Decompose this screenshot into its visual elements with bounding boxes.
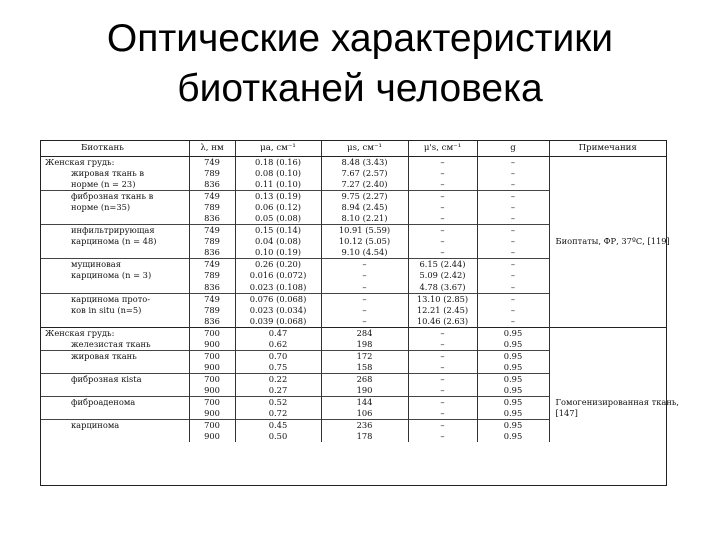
- cell-mu-s-prime: –: [408, 157, 477, 169]
- table-row: [41, 408, 666, 420]
- cell-lambda: 900: [189, 385, 235, 397]
- cell-lambda: 789: [189, 305, 235, 316]
- cell-mu-a: 0.72: [235, 408, 321, 420]
- cell-lambda: 900: [189, 339, 235, 351]
- cell-g: –: [477, 168, 549, 179]
- cell-g: –: [477, 293, 549, 305]
- cell-mu-a: 0.70: [235, 350, 321, 362]
- table-row: [41, 259, 666, 271]
- cell-note: [549, 350, 666, 362]
- slide-title-line-2: биотканей человека: [177, 67, 543, 110]
- cell-mu-a: 0.11 (0.10): [235, 179, 321, 191]
- cell-tissue: жировая ткань: [41, 350, 189, 362]
- cell-lambda: 749: [189, 191, 235, 203]
- cell-tissue: мущиновая: [41, 259, 189, 271]
- cell-note: [549, 282, 666, 294]
- cell-mu-s: 178: [321, 431, 408, 442]
- cell-lambda: 836: [189, 247, 235, 259]
- header-mu-a: μa, см⁻¹: [235, 141, 321, 157]
- table-row: [41, 157, 666, 169]
- cell-mu-a: 0.62: [235, 339, 321, 351]
- cell-tissue: [41, 247, 189, 259]
- cell-mu-s: 9.75 (2.27): [321, 191, 408, 203]
- cell-mu-a: 0.50: [235, 431, 321, 442]
- table-row: [41, 339, 666, 351]
- cell-g: 0.95: [477, 431, 549, 442]
- cell-g: –: [477, 236, 549, 247]
- table-row: [41, 327, 666, 339]
- cell-tissue: [41, 385, 189, 397]
- cell-mu-a: 0.27: [235, 385, 321, 397]
- table-row: [41, 396, 666, 408]
- cell-g: 0.95: [477, 408, 549, 420]
- table-header-row: [41, 141, 666, 157]
- cell-g: 0.95: [477, 420, 549, 432]
- cell-mu-s-prime: 4.78 (3.67): [408, 282, 477, 294]
- cell-mu-s-prime: –: [408, 327, 477, 339]
- cell-mu-s: 144: [321, 396, 408, 408]
- cell-lambda: 900: [189, 362, 235, 374]
- cell-mu-s-prime: –: [408, 236, 477, 247]
- cell-tissue: [41, 431, 189, 442]
- cell-g: –: [477, 179, 549, 191]
- cell-note: Биоптаты, ФР, 37ºС, [119]: [555, 236, 670, 247]
- section-label: Женская грудь:: [41, 327, 189, 339]
- cell-tissue: карцинома прото-: [41, 293, 189, 305]
- cell-note: [549, 431, 666, 442]
- cell-note: [549, 168, 666, 179]
- cell-note: [549, 305, 666, 316]
- cell-note: [549, 191, 666, 203]
- cell-mu-s-prime: –: [408, 168, 477, 179]
- cell-mu-s-prime: –: [408, 350, 477, 362]
- cell-mu-a: 0.04 (0.08): [235, 236, 321, 247]
- cell-g: 0.95: [477, 396, 549, 408]
- cell-mu-s-prime: –: [408, 213, 477, 225]
- table-row: [41, 282, 666, 294]
- cell-note: [549, 157, 666, 169]
- table-row: [41, 168, 666, 179]
- cell-mu-s-prime: –: [408, 225, 477, 237]
- cell-g: –: [477, 202, 549, 213]
- cell-tissue: [41, 362, 189, 374]
- cell-note: [549, 247, 666, 259]
- cell-mu-s: –: [321, 270, 408, 281]
- cell-mu-a: 0.06 (0.12): [235, 202, 321, 213]
- cell-note: [549, 385, 666, 397]
- cell-note: [549, 316, 666, 328]
- cell-tissue: карцинома (n = 48): [41, 236, 189, 247]
- cell-note: [549, 420, 666, 432]
- header-note: Примечания: [549, 141, 666, 157]
- cell-note: [549, 179, 666, 191]
- cell-mu-a: 0.22: [235, 373, 321, 385]
- cell-note: [549, 202, 666, 213]
- cell-lambda: 700: [189, 327, 235, 339]
- cell-mu-s: 268: [321, 373, 408, 385]
- cell-g: 0.95: [477, 385, 549, 397]
- cell-mu-s-prime: –: [408, 339, 477, 351]
- slide-title: [0, 14, 720, 114]
- cell-mu-s: 158: [321, 362, 408, 374]
- table-row: [41, 247, 666, 259]
- table-row: [41, 431, 666, 442]
- cell-mu-s: 8.10 (2.21): [321, 213, 408, 225]
- table-row: [41, 420, 666, 432]
- cell-lambda: 836: [189, 179, 235, 191]
- cell-mu-s-prime: –: [408, 420, 477, 432]
- cell-g: 0.95: [477, 373, 549, 385]
- cell-g: 0.95: [477, 350, 549, 362]
- cell-note: [549, 225, 666, 237]
- cell-mu-a: 0.023 (0.034): [235, 305, 321, 316]
- header-mu-s-prime: μ's, см⁻¹: [408, 141, 477, 157]
- cell-tissue: фиброзная ткань в: [41, 191, 189, 203]
- cell-mu-a: 0.47: [235, 327, 321, 339]
- optical-properties-table: [41, 141, 680, 442]
- cell-note: [549, 213, 666, 225]
- cell-note: [549, 259, 666, 271]
- cell-mu-a: 0.75: [235, 362, 321, 374]
- cell-mu-s: –: [321, 316, 408, 328]
- cell-g: –: [477, 270, 549, 281]
- cell-lambda: 749: [189, 293, 235, 305]
- table-row: [41, 316, 666, 328]
- cell-lambda: 749: [189, 225, 235, 237]
- cell-mu-s-prime: 10.46 (2.63): [408, 316, 477, 328]
- cell-mu-s-prime: –: [408, 431, 477, 442]
- table-row: [41, 362, 666, 374]
- header-mu-s: μs, см⁻¹: [321, 141, 408, 157]
- cell-g: –: [477, 191, 549, 203]
- section-label: Женская грудь:: [41, 157, 189, 169]
- cell-note: [147]: [555, 408, 578, 419]
- table-row: [41, 179, 666, 191]
- cell-mu-s-prime: 12.21 (2.45): [408, 305, 477, 316]
- cell-g: –: [477, 225, 549, 237]
- cell-mu-s: –: [321, 293, 408, 305]
- table-row: [41, 373, 666, 385]
- table-row: [41, 191, 666, 203]
- cell-mu-s-prime: –: [408, 408, 477, 420]
- cell-mu-a: 0.08 (0.10): [235, 168, 321, 179]
- cell-note: [549, 293, 666, 305]
- cell-mu-s: –: [321, 305, 408, 316]
- cell-mu-s: 236: [321, 420, 408, 432]
- cell-tissue: карцинома (n = 3): [41, 270, 189, 281]
- cell-tissue: ков in situ (n=5): [41, 305, 189, 316]
- cell-mu-a: 0.45: [235, 420, 321, 432]
- table-row: [41, 213, 666, 225]
- cell-lambda: 900: [189, 431, 235, 442]
- cell-g: –: [477, 157, 549, 169]
- cell-mu-a: 0.18 (0.16): [235, 157, 321, 169]
- cell-lambda: 700: [189, 373, 235, 385]
- cell-mu-s-prime: 6.15 (2.44): [408, 259, 477, 271]
- cell-lambda: 900: [189, 408, 235, 420]
- table-row: [41, 385, 666, 397]
- cell-note: [549, 339, 666, 351]
- table-row: [41, 225, 666, 237]
- table-row: [41, 270, 666, 281]
- header-tissue: Биоткань: [41, 141, 189, 157]
- cell-note: [549, 270, 666, 281]
- scanned-table-image: [40, 140, 680, 486]
- cell-tissue: норме (n = 23): [41, 179, 189, 191]
- cell-mu-s: 10.91 (5.59): [321, 225, 408, 237]
- cell-mu-s: 7.67 (2.57): [321, 168, 408, 179]
- cell-g: –: [477, 247, 549, 259]
- cell-mu-s: 172: [321, 350, 408, 362]
- cell-mu-s: 284: [321, 327, 408, 339]
- cell-mu-a: 0.10 (0.19): [235, 247, 321, 259]
- table-row: [41, 202, 666, 213]
- cell-g: –: [477, 213, 549, 225]
- slide-title-line-1: Оптические характеристики: [106, 17, 614, 60]
- cell-lambda: 700: [189, 350, 235, 362]
- cell-tissue: [41, 213, 189, 225]
- header-lambda: λ, нм: [189, 141, 235, 157]
- cell-mu-a: 0.016 (0.072): [235, 270, 321, 281]
- cell-lambda: 749: [189, 157, 235, 169]
- cell-g: –: [477, 316, 549, 328]
- cell-mu-a: 0.13 (0.19): [235, 191, 321, 203]
- cell-note: [549, 327, 666, 339]
- cell-mu-s-prime: 13.10 (2.85): [408, 293, 477, 305]
- cell-mu-s: 106: [321, 408, 408, 420]
- cell-mu-s: –: [321, 259, 408, 271]
- cell-g: –: [477, 259, 549, 271]
- cell-note: Гомогенизированная ткань,: [555, 396, 680, 407]
- cell-mu-s-prime: –: [408, 373, 477, 385]
- cell-mu-a: 0.023 (0.108): [235, 282, 321, 294]
- cell-mu-s: 10.12 (5.05): [321, 236, 408, 247]
- table-row: [41, 305, 666, 316]
- cell-mu-s-prime: –: [408, 202, 477, 213]
- header-g: g: [477, 141, 549, 157]
- cell-mu-s-prime: –: [408, 385, 477, 397]
- cell-tissue: фиброзная кista: [41, 373, 189, 385]
- cell-tissue: [41, 282, 189, 294]
- cell-tissue: железистая ткань: [41, 339, 189, 351]
- cell-g: –: [477, 305, 549, 316]
- table-body: [41, 157, 680, 443]
- cell-lambda: 789: [189, 270, 235, 281]
- cell-mu-a: 0.52: [235, 396, 321, 408]
- cell-tissue: карцинома: [41, 420, 189, 432]
- cell-mu-s: 190: [321, 385, 408, 397]
- cell-mu-a: 0.26 (0.20): [235, 259, 321, 271]
- cell-mu-a: 0.076 (0.068): [235, 293, 321, 305]
- cell-g: 0.95: [477, 362, 549, 374]
- cell-lambda: 836: [189, 282, 235, 294]
- cell-lambda: 789: [189, 202, 235, 213]
- cell-tissue: инфильтрирующая: [41, 225, 189, 237]
- cell-tissue: фиброаденома: [41, 396, 189, 408]
- cell-mu-s: –: [321, 282, 408, 294]
- cell-lambda: 836: [189, 316, 235, 328]
- cell-tissue: норме (n=35): [41, 202, 189, 213]
- cell-mu-s: 8.94 (2.45): [321, 202, 408, 213]
- cell-g: 0.95: [477, 327, 549, 339]
- cell-mu-a: 0.039 (0.068): [235, 316, 321, 328]
- table-row: [41, 293, 666, 305]
- cell-mu-a: 0.05 (0.08): [235, 213, 321, 225]
- cell-mu-s: 7.27 (2.40): [321, 179, 408, 191]
- cell-mu-s-prime: –: [408, 179, 477, 191]
- cell-mu-s-prime: –: [408, 362, 477, 374]
- cell-tissue: [41, 408, 189, 420]
- cell-mu-s-prime: –: [408, 396, 477, 408]
- cell-mu-s-prime: –: [408, 191, 477, 203]
- cell-g: 0.95: [477, 339, 549, 351]
- cell-mu-s-prime: 5.09 (2.42): [408, 270, 477, 281]
- cell-mu-s: 9.10 (4.54): [321, 247, 408, 259]
- cell-g: –: [477, 282, 549, 294]
- cell-lambda: 700: [189, 420, 235, 432]
- cell-mu-s: 198: [321, 339, 408, 351]
- cell-mu-s-prime: –: [408, 247, 477, 259]
- cell-mu-s: 8.48 (3.43): [321, 157, 408, 169]
- cell-note: [549, 362, 666, 374]
- cell-tissue: жировая ткань в: [41, 168, 189, 179]
- cell-lambda: 836: [189, 213, 235, 225]
- cell-lambda: 789: [189, 168, 235, 179]
- cell-lambda: 700: [189, 396, 235, 408]
- cell-mu-a: 0.15 (0.14): [235, 225, 321, 237]
- cell-note: [549, 373, 666, 385]
- cell-lambda: 749: [189, 259, 235, 271]
- cell-tissue: [41, 316, 189, 328]
- table-row: [41, 350, 666, 362]
- table-row: [41, 236, 666, 247]
- cell-lambda: 789: [189, 236, 235, 247]
